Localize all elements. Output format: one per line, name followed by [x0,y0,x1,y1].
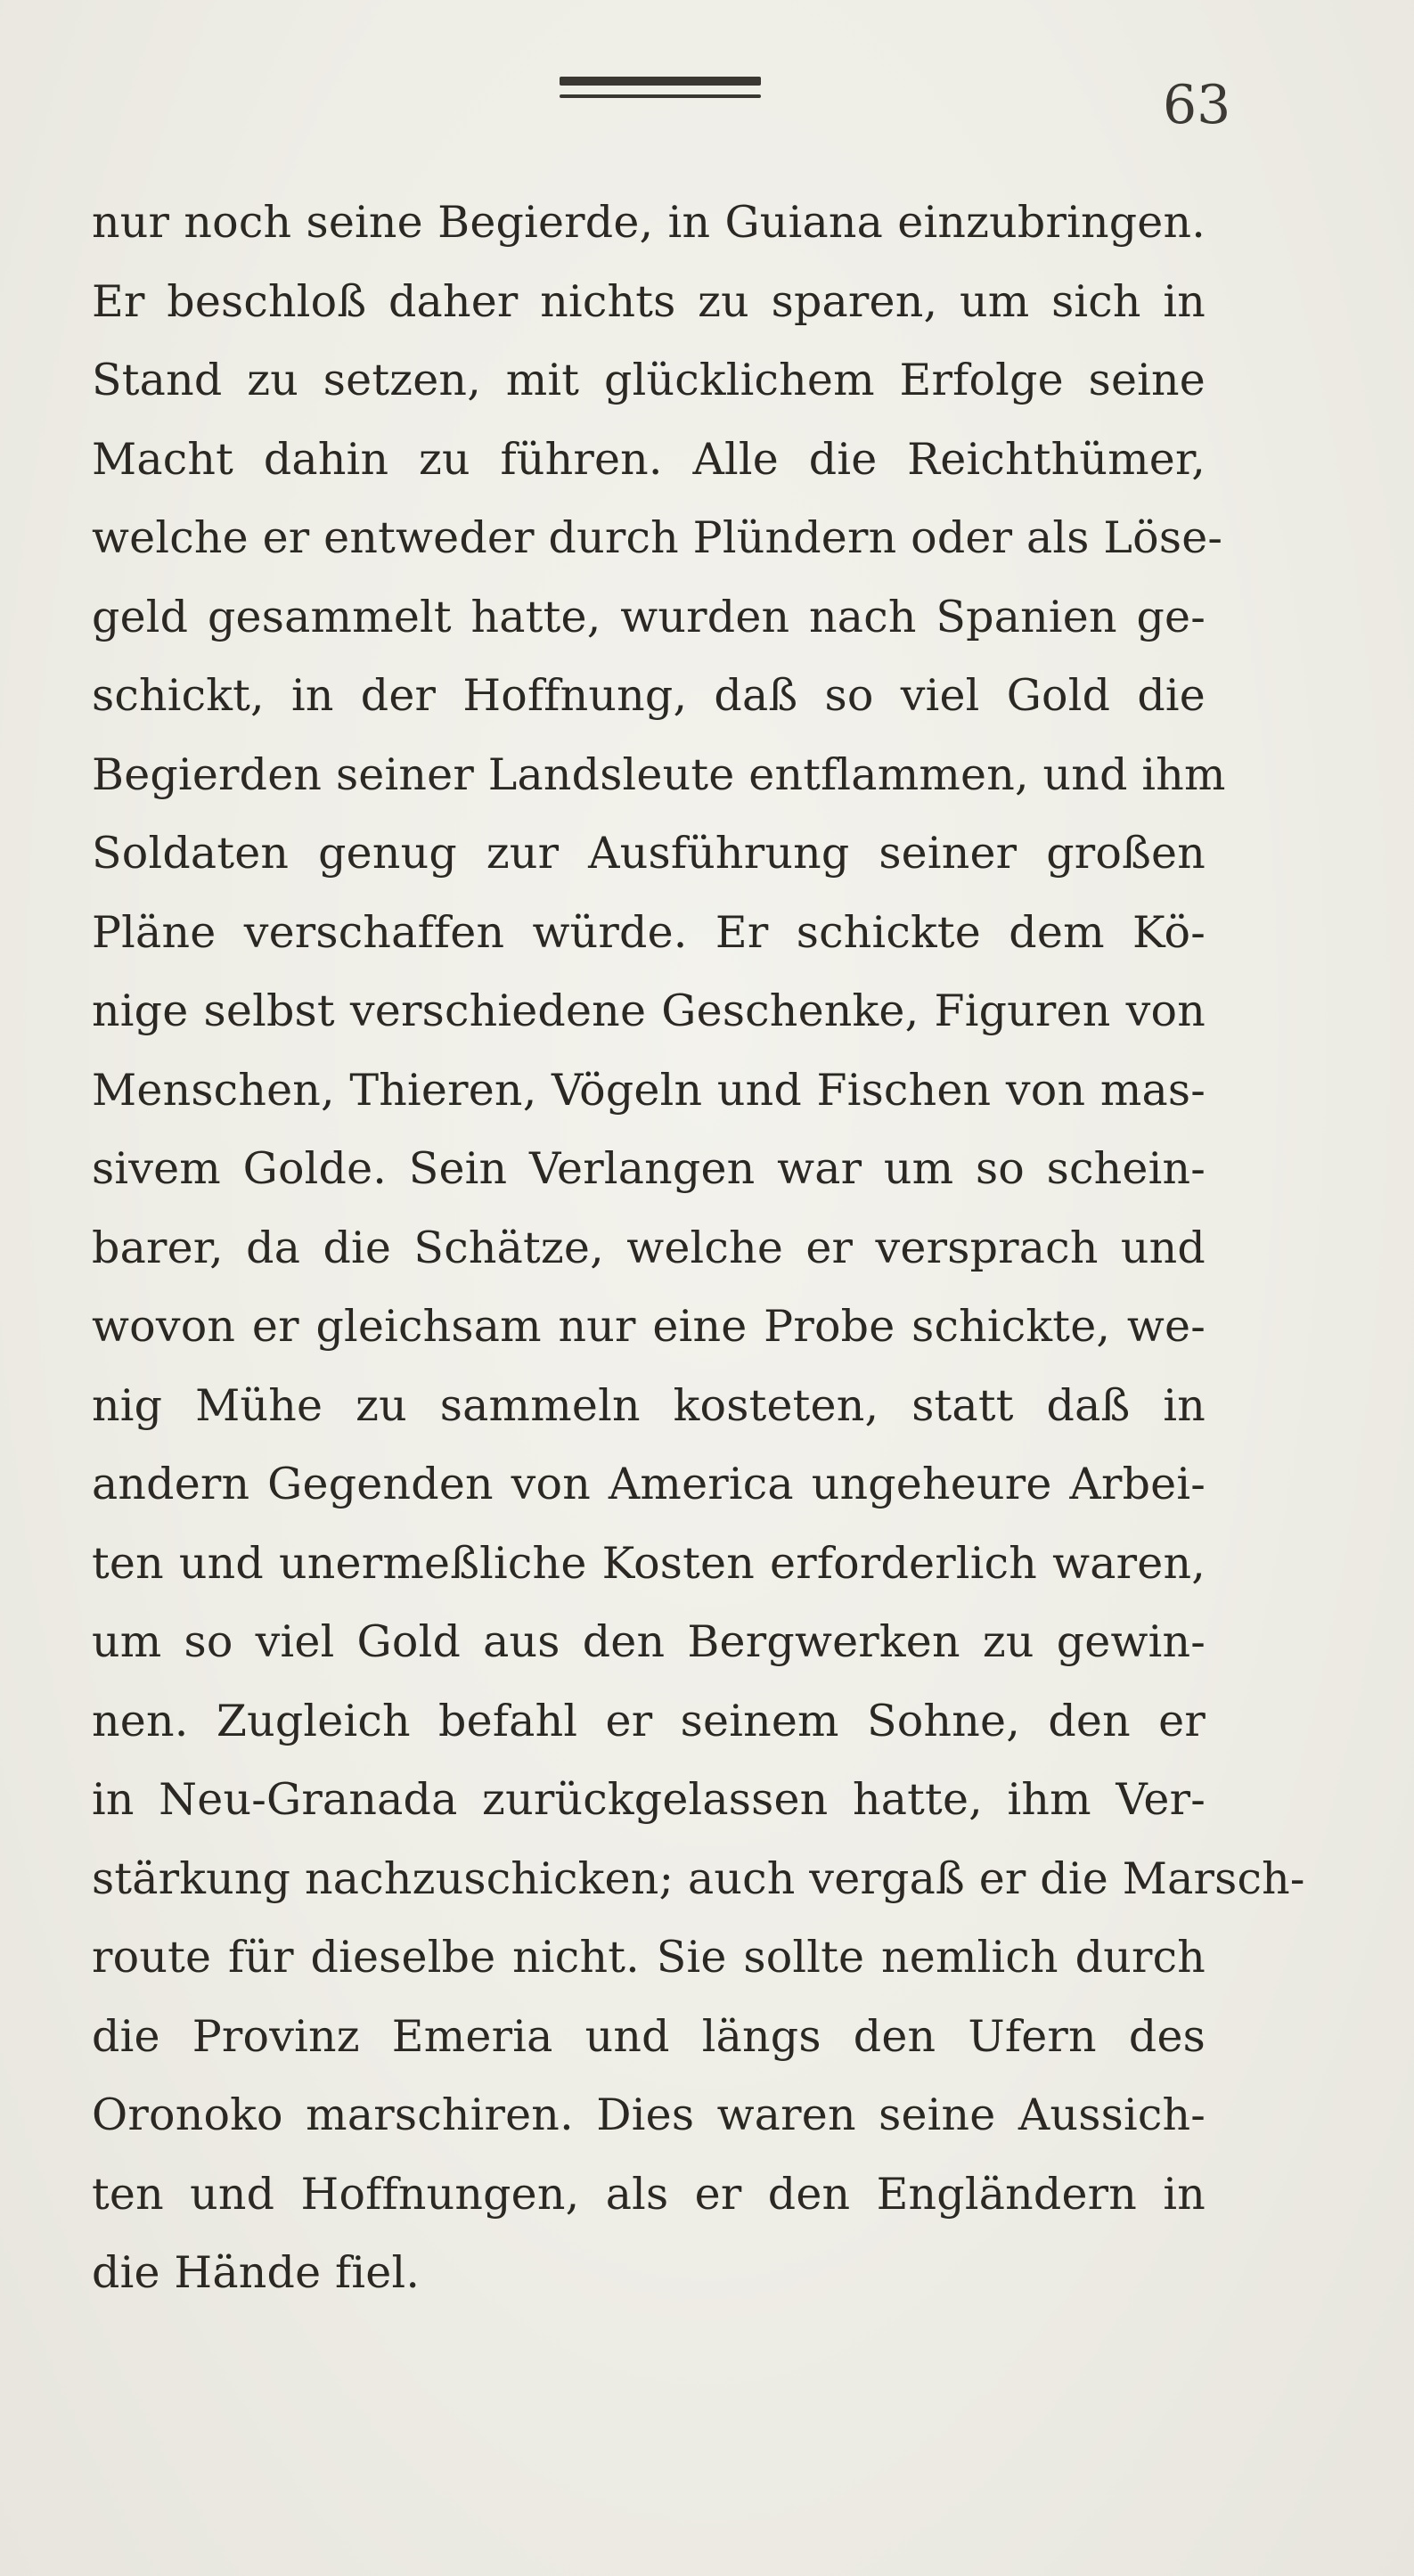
text-line: Menschen, Thieren, Vögeln und Fischen von mas- [92,1064,1206,1116]
text-line: die Hände fiel. [92,2247,421,2298]
text-line: route für dieselbe nicht. Sie sollte nemlich durch [92,1932,1206,1983]
text-line: nur noch seine Begierde, in Guiana einzubringen. [92,197,1206,248]
text-line: Pläne verschaffen würde. Er schickte dem Kö- [92,906,1206,958]
text-line: Er beschloß daher nichts zu sparen, um sich in [92,275,1206,327]
text-line: ten und Hoffnungen, als er den Engländern in [92,2168,1206,2220]
text-line: schickt, in der Hoffnung, daß so viel Gold die [92,670,1206,721]
header-rule-thin [560,94,761,98]
text-line: Stand zu setzen, mit glücklichem Erfolge seine [92,355,1206,405]
text-line: barer, da die Schätze, welche er versprach und [92,1222,1206,1273]
text-line: ten und unermeßliche Kosten erforderlich waren, [92,1537,1206,1589]
text-line: Macht dahin zu führen. Alle die Reichthümer, [92,433,1206,485]
text-line: Begierden seiner Landsleute entflammen, und ihm [92,748,1226,800]
text-line: nige selbst verschiedene Geschenke, Figuren von [92,985,1206,1036]
text-line: in Neu-Granada zurückgelassen hatte, ihm Ver- [92,1774,1206,1825]
text-line: welche er entweder durch Plündern oder als Löse- [92,512,1223,563]
text-line: stärkung nachzuschicken; auch vergaß er die Marsch- [92,1852,1305,1904]
header-rule-thick [560,77,761,86]
text-line: nen. Zugleich befahl er seinem Sohne, den er [92,1695,1206,1746]
text-line: andern Gegenden von America ungeheure Arbei- [92,1459,1206,1509]
text-line: sivem Golde. Sein Verlangen war um so schein- [92,1143,1206,1194]
header-rule [560,77,761,103]
text-line: wovon er gleichsam nur eine Probe schickte, we- [92,1301,1206,1352]
text-line: Oronoko marschiren. Dies waren seine Aussich- [92,2089,1206,2140]
page-number: 63 [1163,74,1231,136]
text-line: nig Mühe zu sammeln kosteten, statt daß in [92,1379,1206,1431]
text-line: geld gesammelt hatte, wurden nach Spanien ge- [92,591,1206,642]
body-text [92,184,1305,2313]
text-line: Soldaten genug zur Ausführung seiner großen [92,828,1206,879]
text-line: um so viel Gold aus den Bergwerken zu gewin- [92,1616,1206,1667]
text-line: die Provinz Emeria und längs den Ufern des [92,2010,1206,2062]
